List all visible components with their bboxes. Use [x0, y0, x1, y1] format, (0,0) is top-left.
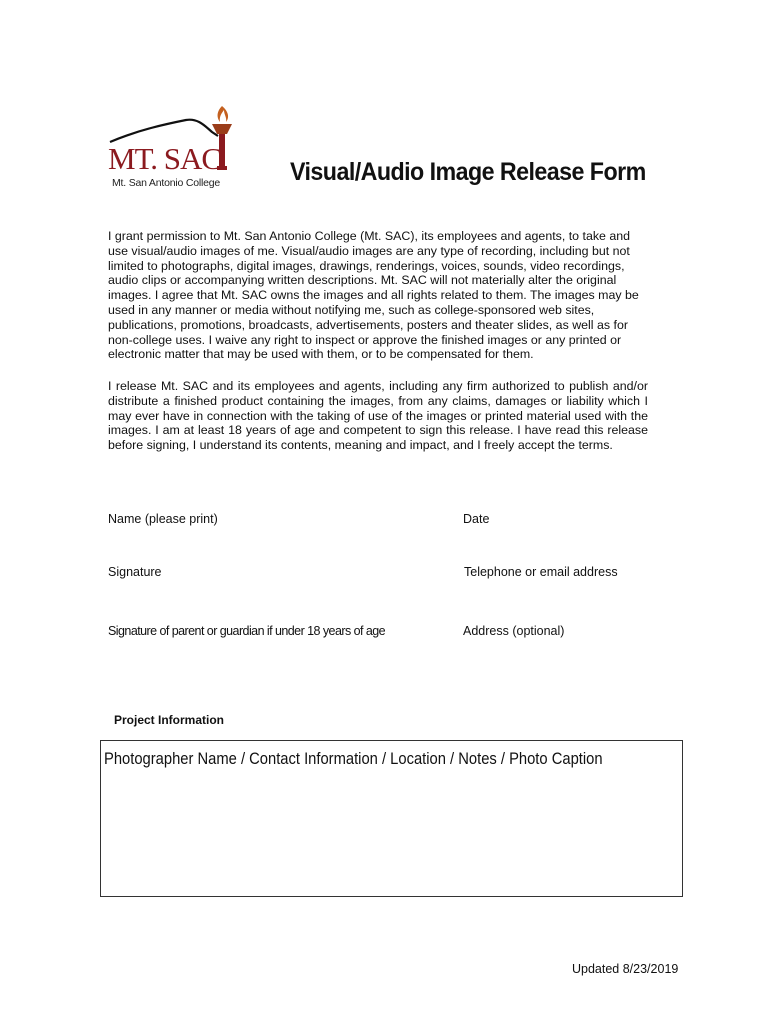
project-information-box[interactable]: [100, 740, 683, 897]
logo-subtitle: Mt. San Antonio College: [112, 177, 221, 189]
mt-sac-logo: [108, 100, 238, 195]
contact-field-label: Telephone or email address: [464, 565, 618, 579]
project-information-heading: Project Information: [114, 713, 225, 727]
date-field-label: Date: [463, 512, 490, 526]
form-title: Visual/Audio Image Release Form: [290, 158, 646, 186]
updated-date: Updated 8/23/2019: [572, 962, 679, 976]
permission-paragraph: I grant permission to Mt. San Antonio College (Mt. SAC), its employees and agents, to take and use visual/audio images of me. Visual/audio images are any type of recording, including but not limited to photographs, digital images, drawings, renderings, voices, sounds, video recordings, audio clips or accompanying written descriptions. Mt. SAC will not materially alter the original images. I agree that Mt. SAC owns the images and all rights related to them. The images may be used in any manner or media without notifying me, such as college-sponsored web sites, publications, promotions, broadcasts, advertisements, posters and theater slides, as well as for non-college uses. I waive any right to inspect or approve the finished images or any printed or electronic matter that may be used with them, or to be compensated for them.: [108, 229, 639, 362]
project-box-caption: Photographer Name / Contact Information / Location / Notes / Photo Caption: [104, 750, 603, 768]
signature-field-label: Signature: [108, 565, 162, 579]
guardian-signature-label: Signature of parent or guardian if under 18 years of age: [108, 624, 386, 638]
name-field-label: Name (please print): [108, 512, 218, 526]
logo-wordmark: MT. SAC: [108, 141, 222, 176]
release-paragraph: I release Mt. SAC and its employees and agents, including any firm authorized to publish and/or distribute a finished product containing the images, from any claims, damages or liability which I may ever have in connection with the taking of use of the images or printed material used with the images. I am at least 18 years of age and competent to sign this release. I have read this release before signing, I understand its contents, meaning and impact, and I freely accept the terms.: [108, 379, 648, 453]
address-field-label: Address (optional): [463, 624, 565, 638]
